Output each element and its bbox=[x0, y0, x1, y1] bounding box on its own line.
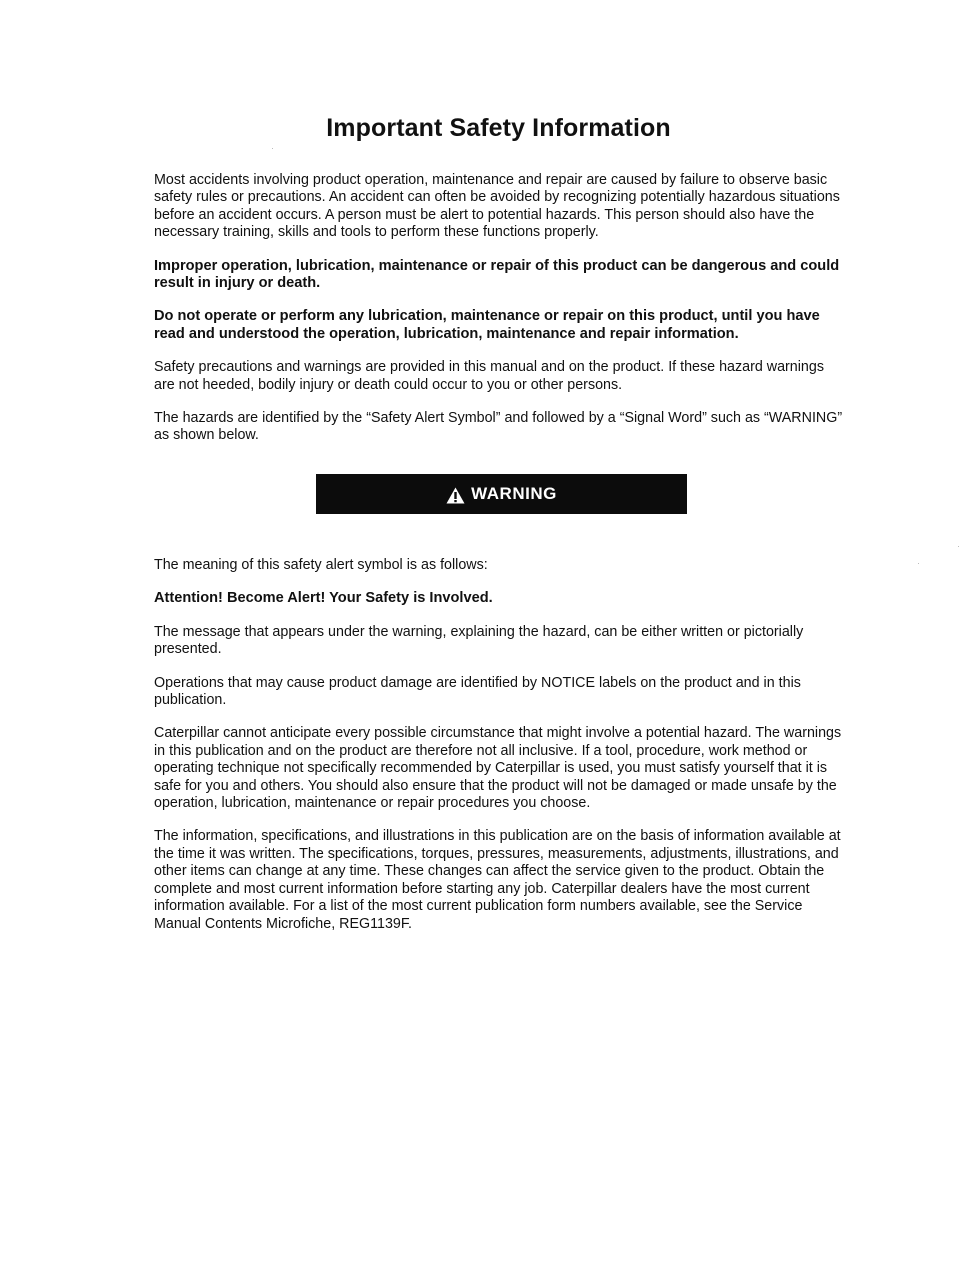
page-title: Important Safety Information bbox=[326, 114, 671, 142]
details-section bbox=[154, 557, 844, 949]
warning-banner bbox=[316, 474, 687, 514]
warning-label: WARNING bbox=[471, 484, 557, 503]
paragraph-attention: Attention! Become Alert! Your Safety is Involved. bbox=[154, 590, 493, 607]
safety-alert-triangle-icon bbox=[446, 487, 465, 504]
scan-speck bbox=[958, 546, 959, 547]
paragraph-information-basis: The information, specifications, and illustrations in this publication are on the basis of information available at the time it was written. The specifications, torques, pressures, measurements, adjustments, illustrations, and other items can change at any time. These changes can affect the service given to the product. Obtain the complete and most current information before starting any job. Caterpillar dealers have the most current information available. For a list of the most current publication form numbers available, see the Service Manual Contents Microfiche, REG1139F. bbox=[154, 828, 841, 932]
paragraph-do-not-operate: Do not operate or perform any lubrication, maintenance or repair on this product, until you have read and understood the operation, lubrication, maintenance and repair information. bbox=[154, 308, 820, 342]
paragraph-hazards-identified: The hazards are identified by the “Safety Alert Symbol” and followed by a “Signal Word” such as “WARNING” as shown below. bbox=[154, 410, 843, 444]
paragraph-notice-labels: Operations that may cause product damage are identified by NOTICE labels on the product and in this publication. bbox=[154, 674, 801, 709]
paragraph-accidents: Most accidents involving product operation, maintenance and repair are caused by failure to observe basic safety rules or precautions. An accident can often be avoided by recognizing potentially hazardous situations before an accident occurs. A person must be alert to potential hazards. This person should also have the necessary training, skills and tools to perform these functions properly. bbox=[154, 172, 840, 241]
scan-speck bbox=[918, 563, 919, 564]
paragraph-safety-precautions: Safety precautions and warnings are provided in this manual and on the product. If these hazard warnings are not heeded, bodily injury or death could occur to you or other persons. bbox=[154, 359, 824, 393]
paragraph-message-presentation: The message that appears under the warning, explaining the hazard, can be either written or pictorially presented. bbox=[154, 623, 804, 658]
scan-speck bbox=[272, 148, 273, 149]
paragraph-symbol-meaning: The meaning of this safety alert symbol is as follows: bbox=[154, 557, 488, 573]
paragraph-improper-operation: Improper operation, lubrication, maintenance or repair of this product can be dangerous and could result in injury or death. bbox=[154, 257, 840, 292]
paragraph-caterpillar-disclaimer: Caterpillar cannot anticipate every possible circumstance that might involve a potential hazard. The warnings in this publication and on the product are therefore not all inclusive. If a tool, procedure, work method or operating technique not specifically recommended by Caterpillar is used, you must satisfy yourself that it is safe for you and others. You should also ensure that the product will not be damaged or made unsafe by the operation, lubrication, maintenance or repair procedures you choose. bbox=[154, 725, 842, 812]
intro-section bbox=[154, 172, 844, 461]
